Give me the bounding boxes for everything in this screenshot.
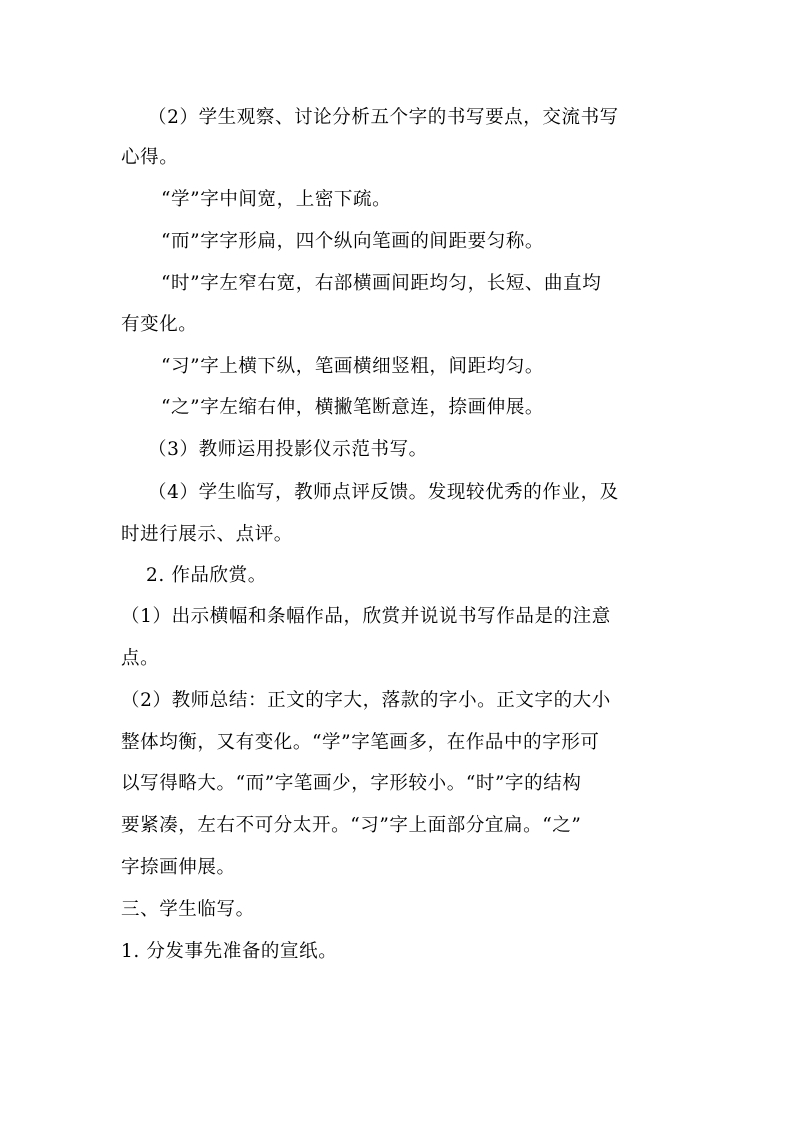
paragraph-line: （2）学生观察、讨论分析五个字的书写要点，交流书写 [148, 107, 619, 128]
paragraph-line: “时”字左窄右宽，右部横画间距均匀，长短、曲直均 [161, 273, 602, 294]
section-heading: 三、学生临写。 [121, 899, 255, 920]
paragraph-line: “习”字上横下纵，笔画横细竖粗，间距均匀。 [161, 356, 545, 377]
paragraph-line: 要紧凑，左右不可分太开。“习”字上面部分宜扁。“之” [121, 815, 582, 836]
paragraph-line: 1. 分发事先准备的宣纸。 [121, 941, 338, 962]
paragraph-line: 整体均衡，又有变化。“学”字笔画多，在作品中的字形可 [121, 732, 600, 753]
paragraph-line: （2）教师总结：正文的字大，落款的字小。正文字的大小 [121, 690, 611, 711]
paragraph-line: 时进行展示、点评。 [121, 524, 293, 545]
paragraph-line: “而”字字形扁，四个纵向笔画的间距要匀称。 [161, 231, 545, 252]
paragraph-line: “学”字中间宽，上密下疏。 [161, 189, 392, 210]
paragraph-line: 有变化。 [121, 314, 198, 335]
paragraph-line: （4）学生临写，教师点评反馈。发现较优秀的作业，及 [148, 482, 619, 503]
paragraph-line: （1）出示横幅和条幅作品，欣赏并说说书写作品是的注意 [121, 606, 611, 627]
paragraph-line: 字捺画伸展。 [121, 857, 236, 878]
paragraph-line: （3）教师运用投影仪示范书写。 [148, 439, 428, 460]
paragraph-line: 2. 作品欣赏。 [146, 565, 267, 586]
paragraph-line: 点。 [121, 648, 160, 669]
paragraph-line: 心得。 [121, 147, 179, 168]
paragraph-line: “之”字左缩右伸，横撇笔断意连，捺画伸展。 [161, 397, 545, 418]
paragraph-line: 以写得略大。“而”字笔画少，字形较小。“时”字的结构 [121, 773, 582, 794]
